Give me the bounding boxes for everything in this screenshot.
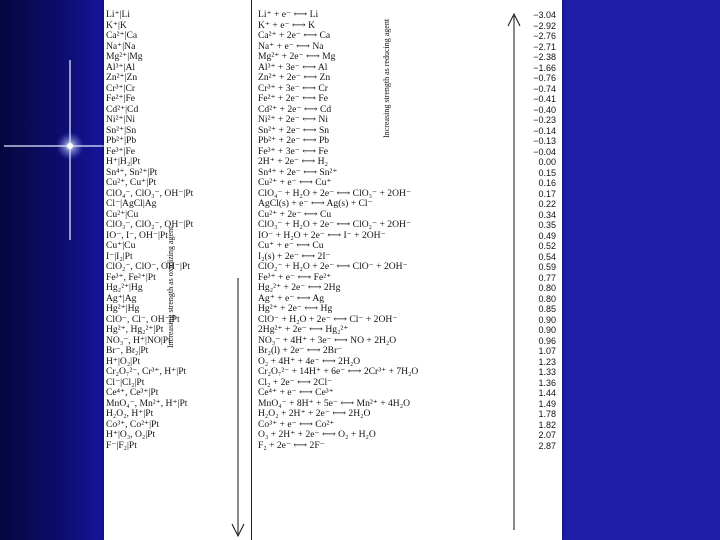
potential-cell: −0.14	[533, 125, 556, 136]
couple-cell: Hg₂²⁺|Hg	[106, 282, 143, 293]
couple-cell: Ag⁺|Ag	[106, 292, 137, 304]
potential-cell: 0.96	[538, 335, 556, 346]
potential-cell: 0.54	[538, 251, 556, 262]
reaction-cell: Sn²⁺ + 2e⁻ ⟷ Sn	[258, 124, 330, 136]
couple-cell: H⁺|H₂|Pt	[106, 156, 141, 167]
arrow-up-icon	[504, 12, 524, 530]
potential-cell: 1.82	[538, 419, 556, 430]
couple-cell: ClO₂⁻, ClO⁻, OH⁻|Pt	[106, 261, 190, 272]
reaction-cell: Cu²⁺ + 2e⁻ ⟷ Cu	[258, 208, 332, 220]
reaction-cell: Hg₂²⁺ + 2e⁻ ⟷ 2Hg	[258, 282, 341, 293]
reaction-cell: Fe³⁺ + 3e⁻ ⟷ Fe	[258, 145, 329, 157]
potential-cell: 1.44	[538, 388, 556, 398]
couple-cell: Na⁺|Na	[106, 40, 136, 52]
potential-cell: 0.15	[538, 167, 556, 178]
potential-cell: −3.04	[533, 10, 556, 20]
couple-cell: Br⁻, Br₂|Pt	[106, 345, 149, 356]
reaction-cell: Mg²⁺ + 2e⁻ ⟷ Mg	[258, 51, 336, 62]
potential-cell: 1.49	[538, 398, 556, 409]
reaction-cell: Cd²⁺ + 2e⁻ ⟷ Cd	[258, 103, 332, 115]
couple-cell: Ni²⁺|Ni	[106, 114, 136, 125]
couple-cell: Pb²⁺|Pb	[106, 135, 137, 146]
couple-cell: Mg²⁺|Mg	[106, 51, 143, 62]
couple-cell: I⁻|I₂|Pt	[106, 250, 133, 262]
potential-cell: 0.52	[538, 241, 556, 251]
potential-cell: 0.90	[538, 314, 556, 325]
reaction-cell: 2Hg²⁺ + 2e⁻ ⟷ Hg₂²⁺	[258, 324, 349, 335]
couple-cell: Al³⁺|Al	[106, 61, 136, 73]
potential-cell: 0.80	[538, 293, 556, 304]
reaction-cell: O₃ + 2H⁺ + 2e⁻ ⟷ O₂ + H₂O	[258, 429, 376, 440]
reaction-cell: Cu⁺ + e⁻ ⟷ Cu	[258, 240, 324, 251]
couple-cell: F⁻|F₂|Pt	[106, 439, 137, 451]
couple-cell: Cd²⁺|Cd	[106, 103, 139, 115]
couple-cell: ClO₃⁻, ClO₂⁻, OH⁻|Pt	[106, 219, 194, 230]
reaction-cell: Li⁺ + e⁻ ⟷ Li	[258, 9, 319, 20]
reaction-cell: Sn⁴⁺ + 2e⁻ ⟷ Sn²⁺	[258, 166, 338, 178]
potential-cell: 0.77	[538, 272, 556, 283]
potential-cell: 0.90	[538, 325, 556, 335]
reaction-cell: Ni²⁺ + 2e⁻ ⟷ Ni	[258, 114, 329, 125]
couple-cell: Fe³⁺, Fe²⁺|Pt	[106, 271, 156, 283]
potential-cell: 0.22	[538, 199, 556, 209]
couple-cell: Fe³⁺|Fe	[106, 145, 136, 157]
arrow-down-icon	[228, 278, 248, 540]
reaction-cell: Pb²⁺ + 2e⁻ ⟷ Pb	[258, 135, 330, 146]
couple-cell: Sn⁴⁺, Sn²⁺|Pt	[106, 166, 158, 178]
potential-cell: −0.74	[533, 83, 556, 94]
reaction-cell: F₂ + 2e⁻ ⟷ 2F⁻	[258, 439, 325, 451]
potential-cell: −0.23	[533, 115, 556, 125]
reaction-cell: AgCl(s) + e⁻ ⟷ Ag(s) + Cl⁻	[258, 198, 373, 209]
couple-cell: Ce⁴⁺, Ce³⁺|Pt	[106, 387, 159, 398]
couple-cell: Cl⁻|AgCl|Ag	[106, 198, 157, 209]
reaction-cell: I₂(s) + 2e⁻ ⟷ 2I⁻	[258, 250, 331, 262]
reaction-cell: K⁺ + e⁻ ⟷ K	[258, 19, 316, 31]
reaction-cell: ClO₃⁻ + H₂O + 2e⁻ ⟷ ClO₂⁻ + 2OH⁻	[258, 219, 412, 230]
reaction-cell: MnO₄⁻ + 8H⁺ + 5e⁻ ⟷ Mn²⁺ + 4H₂O	[258, 397, 411, 409]
reaction-column	[258, 10, 498, 451]
reaction-cell: 2H⁺ + 2e⁻ ⟷ H₂	[258, 156, 328, 167]
couple-cell: Hg²⁺, Hg₂²⁺|Pt	[106, 324, 164, 335]
couple-cell: ClO⁻, Cl⁻, OH⁻|Pt	[106, 313, 180, 325]
reaction-cell: ClO⁻ + H₂O + 2e⁻ ⟷ Cl⁻ + 2OH⁻	[258, 313, 398, 325]
potential-cell: 1.78	[538, 409, 556, 419]
reaction-cell: Co³⁺ + e⁻ ⟷ Co²⁺	[258, 418, 335, 430]
couple-cell: H⁺|O₃, O₂|Pt	[106, 429, 156, 440]
potential-cell: 0.16	[538, 178, 556, 188]
potential-cell: −2.76	[533, 31, 556, 41]
potential-cell: 0.00	[538, 157, 556, 167]
potential-cell: 2.87	[538, 440, 556, 451]
potential-cell: 0.35	[538, 220, 556, 230]
reaction-cell: O₂ + 4H⁺ + 4e⁻ ⟷ 2H₂O	[258, 355, 361, 367]
reaction-cell: Fe³⁺ + e⁻ ⟷ Fe²⁺	[258, 271, 332, 283]
electrode-potential-table	[104, 0, 562, 540]
reaction-cell: Hg²⁺ + 2e⁻ ⟷ Hg	[258, 303, 333, 314]
couple-cell: Cu⁺|Cu	[106, 240, 136, 251]
reaction-cell: Zn²⁺ + 2e⁻ ⟷ Zn	[258, 72, 331, 83]
potential-cell: 1.36	[538, 377, 556, 388]
potential-cell: −0.40	[533, 104, 556, 115]
couple-cell: Cu²⁺, Cu⁺|Pt	[106, 177, 157, 188]
potential-cell: 2.07	[538, 430, 556, 440]
potential-cell: −1.66	[533, 62, 556, 73]
couple-cell: H₂O₂, H⁺|Pt	[106, 408, 154, 419]
potential-cell: 0.59	[538, 262, 556, 272]
reaction-cell: Cu²⁺ + e⁻ ⟷ Cu⁺	[258, 177, 332, 188]
couple-cell: Cr³⁺|Cr	[106, 82, 136, 94]
couple-cell: K⁺|K	[106, 19, 127, 31]
potential-cell: −2.92	[533, 20, 556, 31]
couple-cell: Cl⁻|Cl₂|Pt	[106, 376, 145, 388]
slide-right-band	[562, 0, 720, 540]
potential-cell: −0.41	[533, 94, 556, 104]
couple-cell: IO⁻, I⁻, OH⁻|Pt	[106, 229, 168, 241]
potential-cell: −2.71	[533, 41, 556, 52]
potential-cell: −0.13	[533, 136, 556, 146]
potential-cell: −2.38	[533, 52, 556, 62]
reaction-cell: Cr³⁺ + 3e⁻ ⟷ Cr	[258, 82, 329, 94]
couple-cell: MnO₄⁻, Mn²⁺, H⁺|Pt	[106, 397, 188, 409]
couple-cell: H⁺|O₂|Pt	[106, 355, 141, 367]
reaction-cell: Cr₂O₇²⁻ + 14H⁺ + 6e⁻ ⟷ 2Cr³⁺ + 7H₂O	[258, 366, 419, 377]
couple-cell: Zn²⁺|Zn	[106, 72, 138, 83]
couple-cell: Sn²⁺|Sn	[106, 124, 137, 136]
reaction-cell: Ag⁺ + e⁻ ⟷ Ag	[258, 292, 325, 304]
reaction-cell: IO⁻ + H₂O + 2e⁻ ⟷ I⁻ + 2OH⁻	[258, 229, 386, 241]
reaction-cell: Al³⁺ + 3e⁻ ⟷ Al	[258, 61, 328, 73]
reaction-cell: Na⁺ + e⁻ ⟷ Na	[258, 40, 324, 52]
couple-cell: ClO₄⁻, ClO₃⁻, OH⁻|Pt	[106, 187, 194, 199]
reaction-cell: NO₃⁻ + 4H⁺ + 3e⁻ ⟷ NO + 2H₂O	[258, 334, 397, 346]
reaction-cell: Br₂(l) + 2e⁻ ⟷ 2Br⁻	[258, 345, 343, 356]
reaction-cell: Ce⁴⁺ + e⁻ ⟷ Ce³⁺	[258, 387, 334, 398]
reaction-cell: Cl₂ + 2e⁻ ⟷ 2Cl⁻	[258, 376, 333, 388]
couple-cell: Cu²⁺|Cu	[106, 208, 139, 220]
potential-cell: 1.23	[538, 356, 556, 367]
couple-cell: Ca²⁺|Ca	[106, 30, 138, 41]
reaction-cell: Fe²⁺ + 2e⁻ ⟷ Fe	[258, 93, 329, 104]
potential-cell: −0.76	[533, 73, 556, 83]
couple-cell: Cr₂O₇²⁻, Cr³⁺, H⁺|Pt	[106, 366, 187, 377]
column-divider	[251, 0, 252, 540]
potential-cell: 0.34	[538, 209, 556, 220]
couple-cell: Fe²⁺|Fe	[106, 93, 136, 104]
potential-cell: 0.85	[538, 304, 556, 314]
slide-left-band	[0, 0, 104, 540]
reaction-cell: H₂O₂ + 2H⁺ + 2e⁻ ⟷ 2H₂O	[258, 408, 371, 419]
couple-cell: Co³⁺, Co²⁺|Pt	[106, 418, 159, 430]
reaction-cell: ClO₄⁻ + H₂O + 2e⁻ ⟷ ClO₃⁻ + 2OH⁻	[258, 187, 412, 199]
couple-cell: Li⁺|Li	[106, 9, 131, 20]
potential-cell: 1.07	[538, 346, 556, 356]
reaction-cell: ClO₂⁻ + H₂O + 2e⁻ ⟷ ClO⁻ + 2OH⁻	[258, 261, 408, 272]
reducing-strength-label: Increasing strength as reducing agent	[382, 18, 391, 138]
oxidizing-strength-label: Increasing strength as oxidizing agent	[166, 226, 175, 348]
potential-cell: 1.33	[538, 367, 556, 377]
potential-cell: 0.80	[538, 283, 556, 293]
potential-cell: 0.17	[538, 188, 556, 199]
potential-cell: −0.04	[533, 146, 556, 157]
couple-cell: NO₃⁻, H⁺|NO|Pt	[106, 334, 171, 346]
reaction-cell: Ca²⁺ + 2e⁻ ⟷ Ca	[258, 30, 331, 41]
couple-cell: Hg²⁺|Hg	[106, 303, 140, 314]
potential-cell: 0.49	[538, 230, 556, 241]
